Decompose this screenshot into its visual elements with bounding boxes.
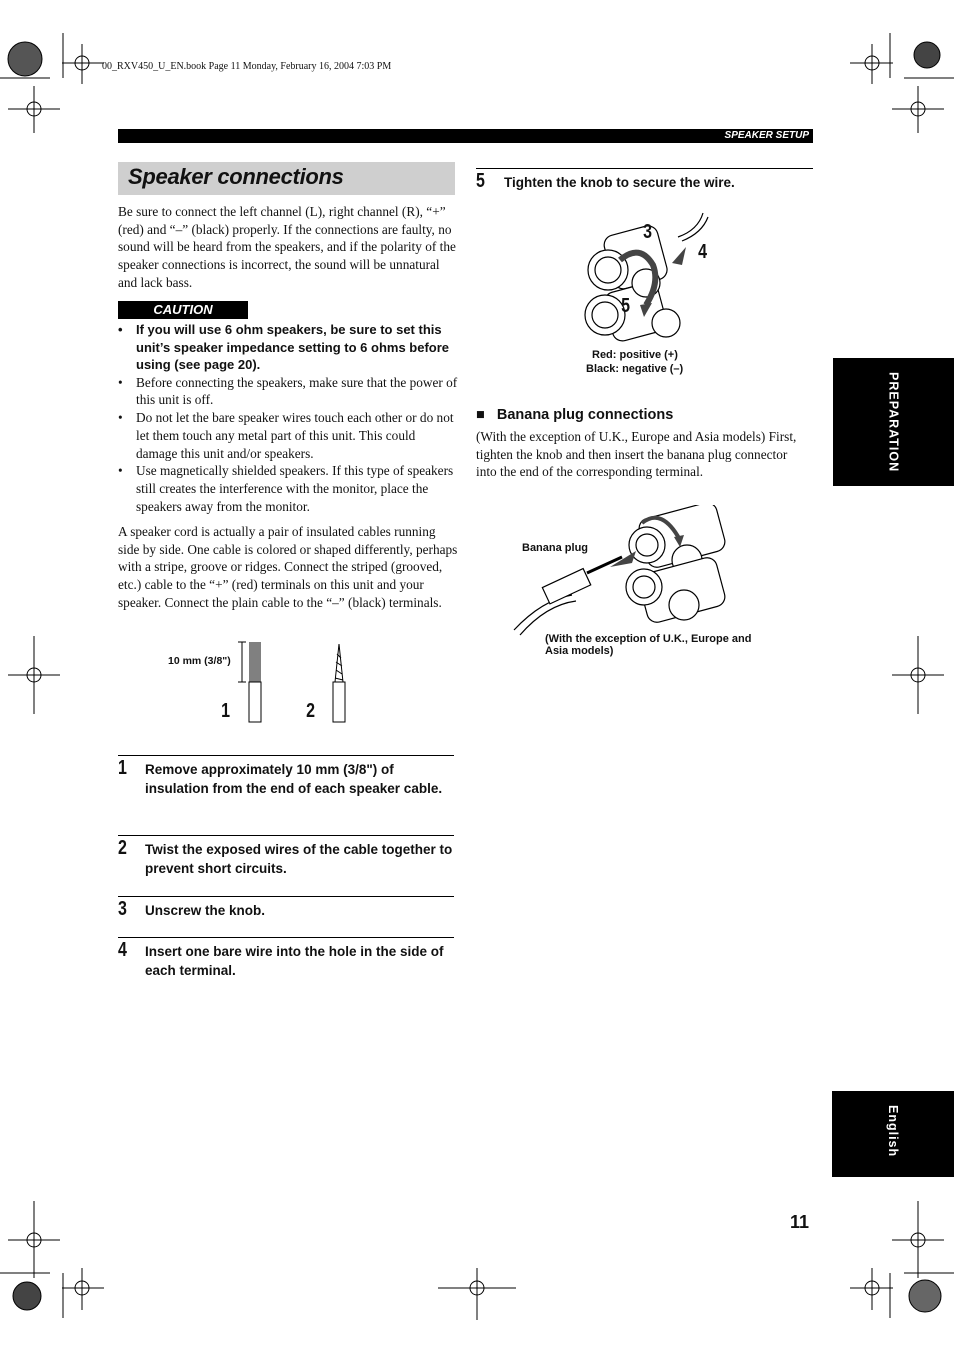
banana-model-note: (With the exception of U.K., Europe and Asia models) (545, 633, 752, 657)
step-number: 1 (118, 757, 127, 779)
wire-label-2: 2 (306, 700, 316, 722)
wire-measure-label: 10 mm (3/8") (168, 655, 231, 667)
intro-paragraph: Be sure to connect the left channel (L), right channel (R), “+” (red) and “–” (black) properly. If the connections are faulty, no sound will be heard from the speakers, and if the polarity of the speaker connections is incorrect, the sound will be unnatural and lack bass. (118, 204, 456, 290)
section-header-bar (118, 129, 813, 143)
step-text: Insert one bare wire into the hole in the side of each terminal. (145, 944, 444, 978)
square-bullet-icon: ■ (476, 407, 485, 423)
tab-preparation-label: PREPARATION (886, 372, 901, 473)
step-text: Unscrew the knob. (145, 903, 266, 918)
caution-list (118, 321, 458, 516)
step-divider (118, 937, 454, 938)
step-text: Twist the exposed wires of the cable together to prevent short circuits. (145, 842, 453, 876)
section-title: SPEAKER SETUP (724, 130, 809, 141)
banana-heading-text: Banana plug connections (496, 407, 674, 423)
step-text: Remove approximately 10 mm (3/8") of insulation from the end of each speaker cable. (145, 762, 443, 796)
tab-english-label: English (886, 1105, 900, 1158)
page-title-box (118, 162, 455, 195)
banana-heading (476, 407, 673, 423)
caution-label: CAUTION (118, 301, 248, 319)
file-info: 00_RXV450_U_EN.book Page 11 Monday, February 16, 2004 7:03 PM (102, 61, 392, 72)
step-divider (476, 168, 813, 169)
step-divider (118, 835, 454, 836)
wire-strip-illustration (236, 638, 356, 724)
caution-item: • Use magnetically shielded speakers. If this type of speakers still creates the interference with the monitor, place the speakers away from the monitor. (118, 462, 458, 515)
banana-plug-label: Banana plug (522, 542, 589, 554)
step-divider (118, 896, 454, 897)
terminal-red-label: Red: positive (+) (592, 349, 678, 361)
caution-item: • Before connecting the speakers, make sure that the power of this unit is off. (118, 374, 458, 410)
page-number: 11 (790, 1212, 810, 1232)
cord-paragraph: A speaker cord is actually a pair of insulated cables running side by side. One cable is colored or shaped differently, perhaps with a stripe, groove or ridges. Connect the striped (grooved, etc.) cable to the “+” (red) terminals on this unit and your speaker. Connect the plain cable to the “–” (black) terminals. (118, 524, 458, 610)
step-text: Tighten the knob to secure the wire. (504, 175, 735, 190)
step-number: 4 (118, 939, 127, 961)
caution-item: • If you will use 6 ohm speakers, be sure to set this unit’s speaker impedance setting to 6 ohms before using (see page 20). (118, 321, 458, 374)
terminal-label-4: 4 (698, 241, 708, 263)
page-title: Speaker connections (128, 164, 344, 189)
tab-preparation (833, 358, 954, 486)
terminal-black-label: Black: negative (–) (586, 363, 684, 375)
step-number: 2 (118, 837, 127, 859)
terminal-illustration (578, 205, 728, 345)
step-divider (118, 755, 454, 756)
tab-english (832, 1091, 954, 1177)
caution-item: • Do not let the bare speaker wires touch each other or do not let them touch any metal part of this unit. This could damage this unit and/or speakers. (118, 409, 458, 462)
banana-paragraph: (With the exception of U.K., Europe and Asia models) First, tighten the knob and then insert the banana plug connector into the end of the corresponding terminal. (476, 429, 797, 480)
terminal-label-3: 3 (643, 221, 653, 243)
step-number: 5 (476, 170, 485, 192)
step-number: 3 (118, 898, 127, 920)
wire-label-1: 1 (221, 700, 231, 722)
banana-plug-illustration (512, 505, 742, 640)
terminal-label-5: 5 (621, 295, 631, 317)
